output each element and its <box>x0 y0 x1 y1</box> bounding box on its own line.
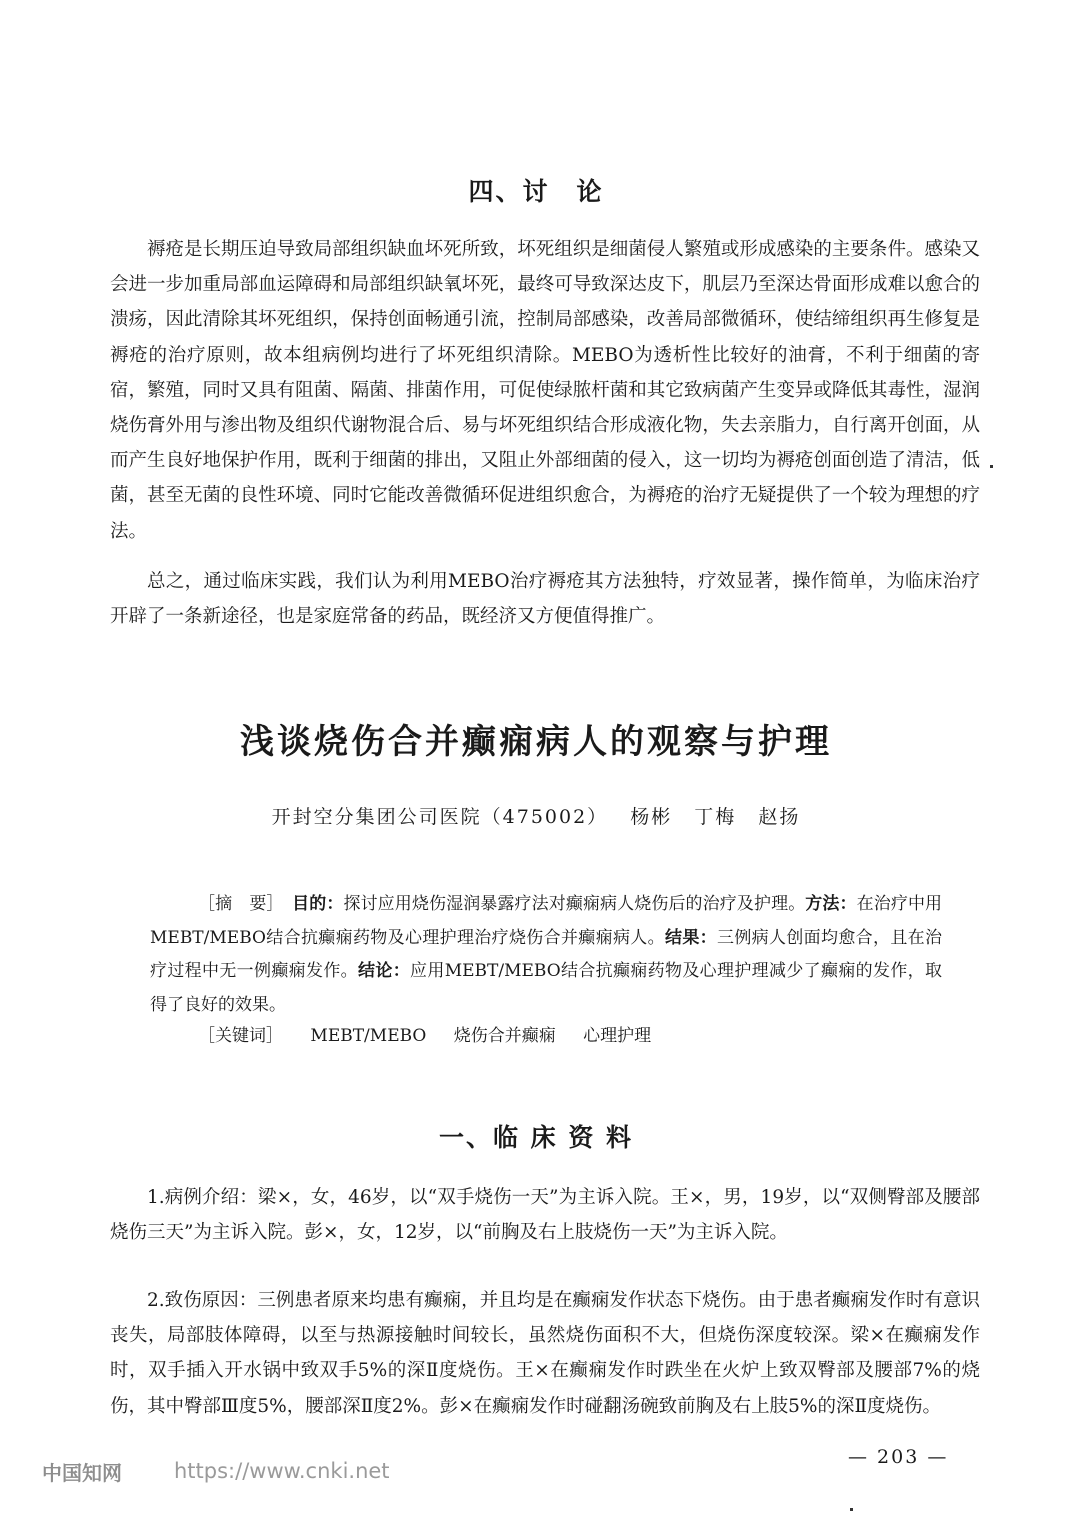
abstract-label: ［摘 要］ <box>198 894 276 914</box>
scan-speck <box>850 1508 853 1511</box>
keyword-1: MEBT/MEBO <box>310 1026 427 1046</box>
affiliation-line <box>0 802 1072 829</box>
keywords-label: ［关键词］ <box>198 1026 283 1046</box>
affiliation: 开封空分集团公司医院（475002） <box>271 806 609 828</box>
clinical-heading: 一、临 床 资 料 <box>438 1123 634 1152</box>
scan-speck <box>990 465 993 468</box>
keyword-2: 烧伤合并癫痫 <box>453 1026 556 1046</box>
keyword-3: 心理护理 <box>583 1026 652 1046</box>
purpose-label: 目的： <box>292 894 344 914</box>
result-text: 三例病人创面均愈合，且在治疗过程中无一例癫痫发作。 <box>150 927 943 981</box>
result-label: 结果： <box>664 927 717 948</box>
clinical-paragraph-2: 2.致伤原因：三例患者原来均患有癫痫，并且均是在癫痫发作状态下烧伤。由于患者癫痫发作时有意识丧失，局部肢体障碍，以至与热源接触时间较长，虽然烧伤面积不大，但烧伤深度较深。梁×在癫痫发作时，双手插入开水锅中致双手5%的深Ⅱ度烧伤。王×在癫痫发作时跌坐在火炉上致双臀部及腰部7%的烧伤，其中臀部Ⅲ度5%，腰部深Ⅱ度2%。彭×在癫痫发作时碰翻汤碗致前胸及右上肢5%的深Ⅱ度烧伤。 <box>110 1290 980 1417</box>
author-1: 杨彬 <box>630 806 673 828</box>
keywords-row <box>198 1021 673 1051</box>
method-label: 方法： <box>805 894 857 914</box>
conclusion-label: 结论： <box>358 961 411 981</box>
cnki-url[interactable]: https://www.cnki.net <box>174 1459 390 1483</box>
method-text: 在治疗中用MEBT/MEBO结合抗癫痫药物及心理护理治疗烧伤合并癫痫病人。 <box>150 894 943 948</box>
author-3: 赵扬 <box>758 806 801 828</box>
abstract <box>150 888 942 1022</box>
discussion-heading: 四、讨 论 <box>468 177 604 206</box>
purpose-text: 探讨应用烧伤湿润暴露疗法对癫痫病人烧伤后的治疗及护理。 <box>343 894 806 914</box>
conclusion-text: 应用MEBT/MEBO结合抗癫痫药物及心理护理减少了癫痫的发作，取得了良好的效果。 <box>150 961 943 1015</box>
author-2: 丁梅 <box>694 806 737 828</box>
discussion-paragraph-1: 褥疮是长期压迫导致局部组织缺血坏死所致，坏死组织是细菌侵人繁殖或形成感染的主要条件。感染又会进一步加重局部血运障碍和局部组织缺氧坏死，最终可导致深达皮下，肌层乃至深达骨面形成难以愈合的溃疡，因此清除其坏死组织，保持创面畅通引流，控制局部感染，改善局部微循环，使结缔组织再生修复是褥疮的治疗原则，故本组病例均进行了坏死组织清除。MEBO为透析性比较好的油膏，不利于细菌的寄宿，繁殖，同时又具有阻菌、隔菌、排菌作用，可促使绿脓杆菌和其它致病菌产生变异或降低其毒性，湿润烧伤膏外用与渗出物及组织代谢物混合后、易与坏死组织结合形成液化物，失去亲脂力，自行离开创面，从而产生良好地保护作用，既利于细菌的排出，又阻止外部细菌的侵入，这一切均为褥疮创面创造了清洁，低菌，甚至无菌的良性环境、同时它能改善微循环促进组织愈合，为褥疮的治疗无疑提供了一个较为理想的疗法。 <box>110 239 980 542</box>
clinical-paragraph-1: 1.病例介绍：梁×，女，46岁，以“双手烧伤一天”为主诉入院。王×，男，19岁，以“双侧臀部及腰部烧伤三天”为主诉入院。彭×，女，12岁，以“前胸及右上肢烧伤一天”为主诉入院。 <box>110 1187 980 1244</box>
cnki-logo: 中国知网 <box>42 1461 122 1485</box>
article-title: 浅谈烧伤合并癫痫病人的观察与护理 <box>240 722 832 762</box>
discussion-paragraph-2: 总之，通过临床实践，我们认为利用MEBO治疗褥疮其方法独特，疗效显著，操作简单，为临床治疗开辟了一条新途径，也是家庭常备的药品，既经济又方便值得推广。 <box>110 571 980 628</box>
page-number: — 203 — <box>848 1446 949 1468</box>
